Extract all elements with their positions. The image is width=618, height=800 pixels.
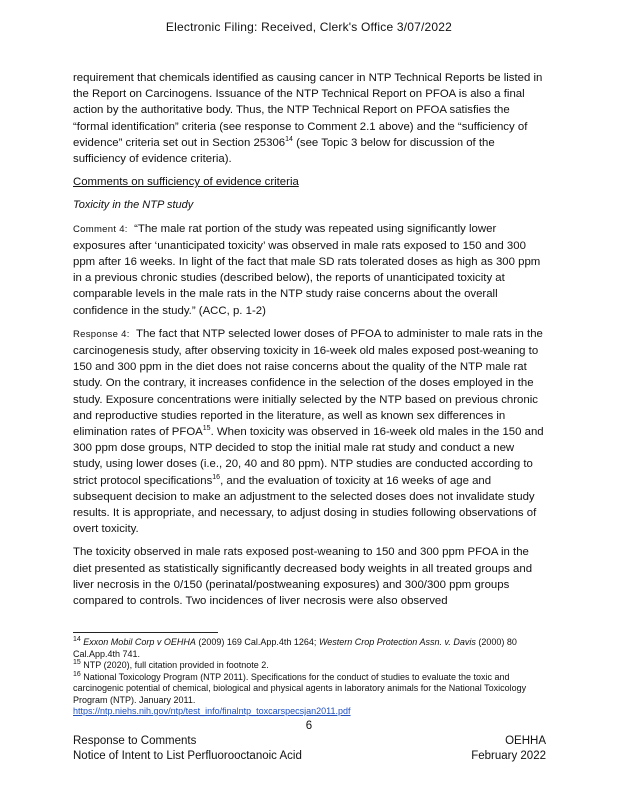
footer-doc-subtitle: Notice of Intent to List Perfluorooctanoic Acid	[73, 750, 302, 762]
footer-date: February 2022	[471, 750, 546, 762]
footer-agency: OEHHA	[505, 735, 546, 747]
comment-4-text: “The male rat portion of the study was repeated using significantly lower exposures after ‘unanticipated toxicity’ was observed in male rats exposed to 150 and 300 ppm after 16 weeks. In light of the fact that male SD rats tolerated doses as high as 300 ppm in a previous chronic studies (described below), the reports of unanticipated toxicity at comparable levels in the male rats in the NTP study raise concerns about the overall confidence in the study.” (ACC, p. 1-2)	[73, 222, 541, 317]
filing-stamp-header: Electronic Filing: Received, Clerk's Office 3/07/2022	[165, 20, 453, 34]
footer-doc-title: Response to Comments	[73, 735, 197, 747]
response-4: Response 4: The fact that NTP selected lower doses of PFOA to administer to male rats in the carcinogenesis study, after observing toxicity in 16-week old males exposed post-weaning to 150 and 300 ppm in the diet does not raise concerns about the quality of the NTP male rat study. On the contrary, it increases confidence in the selection of the doses employed in the study. Exposure concentrations were initially selected by the NTP based on previous chronic and reproductive studies reported in the literature, as well as known sex differences in elimination rates of PFOA$^{15}$. When toxicity was observed in 16-week old males in the 150 and 300 ppm dose groups, NTP decided to stop the initial male rat study and conduct a new study, using lower doses (i.e., 20, 40 and 80 ppm). NTP studies are conducted according to strict protocol specifications$^{16}$, and the evaluation of toxicity at 16 weeks of age and subsequent decision to make an adjustment to the selected doses does not invalidate study results. It is appropriate, and necessary, to adjust dosing in studies following observations of overt toxicity.	[73, 327, 544, 536]
footnote-ref-16[interactable]: 16	[212, 473, 221, 481]
response-4-label: Response 4:	[73, 328, 130, 340]
footnote-ref-14[interactable]: 14	[285, 136, 293, 144]
footnote-15: $^{15}$ NTP (2020), full citation provided in footnote 2.	[73, 659, 269, 670]
comment-4	[73, 221, 545, 319]
footnotes	[73, 637, 553, 718]
footnote-ref-15[interactable]: 15	[202, 425, 211, 433]
footnote-16-link[interactable]: https://ntp.niehs.nih.gov/ntp/test_info/finalntp_toxcarspecsjan2011.pdf	[73, 706, 351, 716]
comment-4-label: Comment 4:	[73, 223, 128, 235]
footnote-divider	[73, 632, 218, 633]
subheading: Toxicity in the NTP study	[73, 199, 194, 212]
footnote-16: $^{16}$ National Toxicology Program (NTP 2011). Specifications for the conduct of studies to evaluate the toxic and carcinogenic potential of chemical, biological and physical agents in laboratory animals for the National Toxicology Program (NTP). January 2011.	[73, 670, 527, 705]
body-content	[73, 70, 545, 616]
footnote-14: $^{14}$ Exxon Mobil Corp v OEHHA (2009) 169 Cal.App.4th 1264; Western Crop Protection Assn. v. Davis (2000) 80 Cal.App.4th 741.	[73, 636, 517, 659]
section-heading: Comments on sufficiency of evidence criteria	[73, 176, 299, 189]
intro-paragraph: requirement that chemicals identified as causing cancer in NTP Technical Reports be listed in the Report on Carcinogens. Issuance of the NTP Technical Report on PFOA is also a final action by the authoritative body. Thus, the NTP Technical Report on PFOA satisfies the “formal identification” criteria (see response to Comment 2.1 above) and the “sufficiency of evidence” criteria set out in Section 25306$^{14}$ (see Topic 3 below for discussion of the sufficiency of evidence criteria).	[73, 72, 543, 166]
final-paragraph: The toxicity observed in male rats exposed post-weaning to 150 and 300 ppm PFOA in the diet presented as statistically significantly decreased body weights in all treated groups and liver necrosis in the 0/150 (perinatal/postweaning exposures) and 300/300 ppm groups compared to controls. Two incidences of liver necrosis were also observed	[73, 546, 533, 608]
page-number: 6	[305, 720, 313, 732]
page-footer	[73, 734, 546, 764]
